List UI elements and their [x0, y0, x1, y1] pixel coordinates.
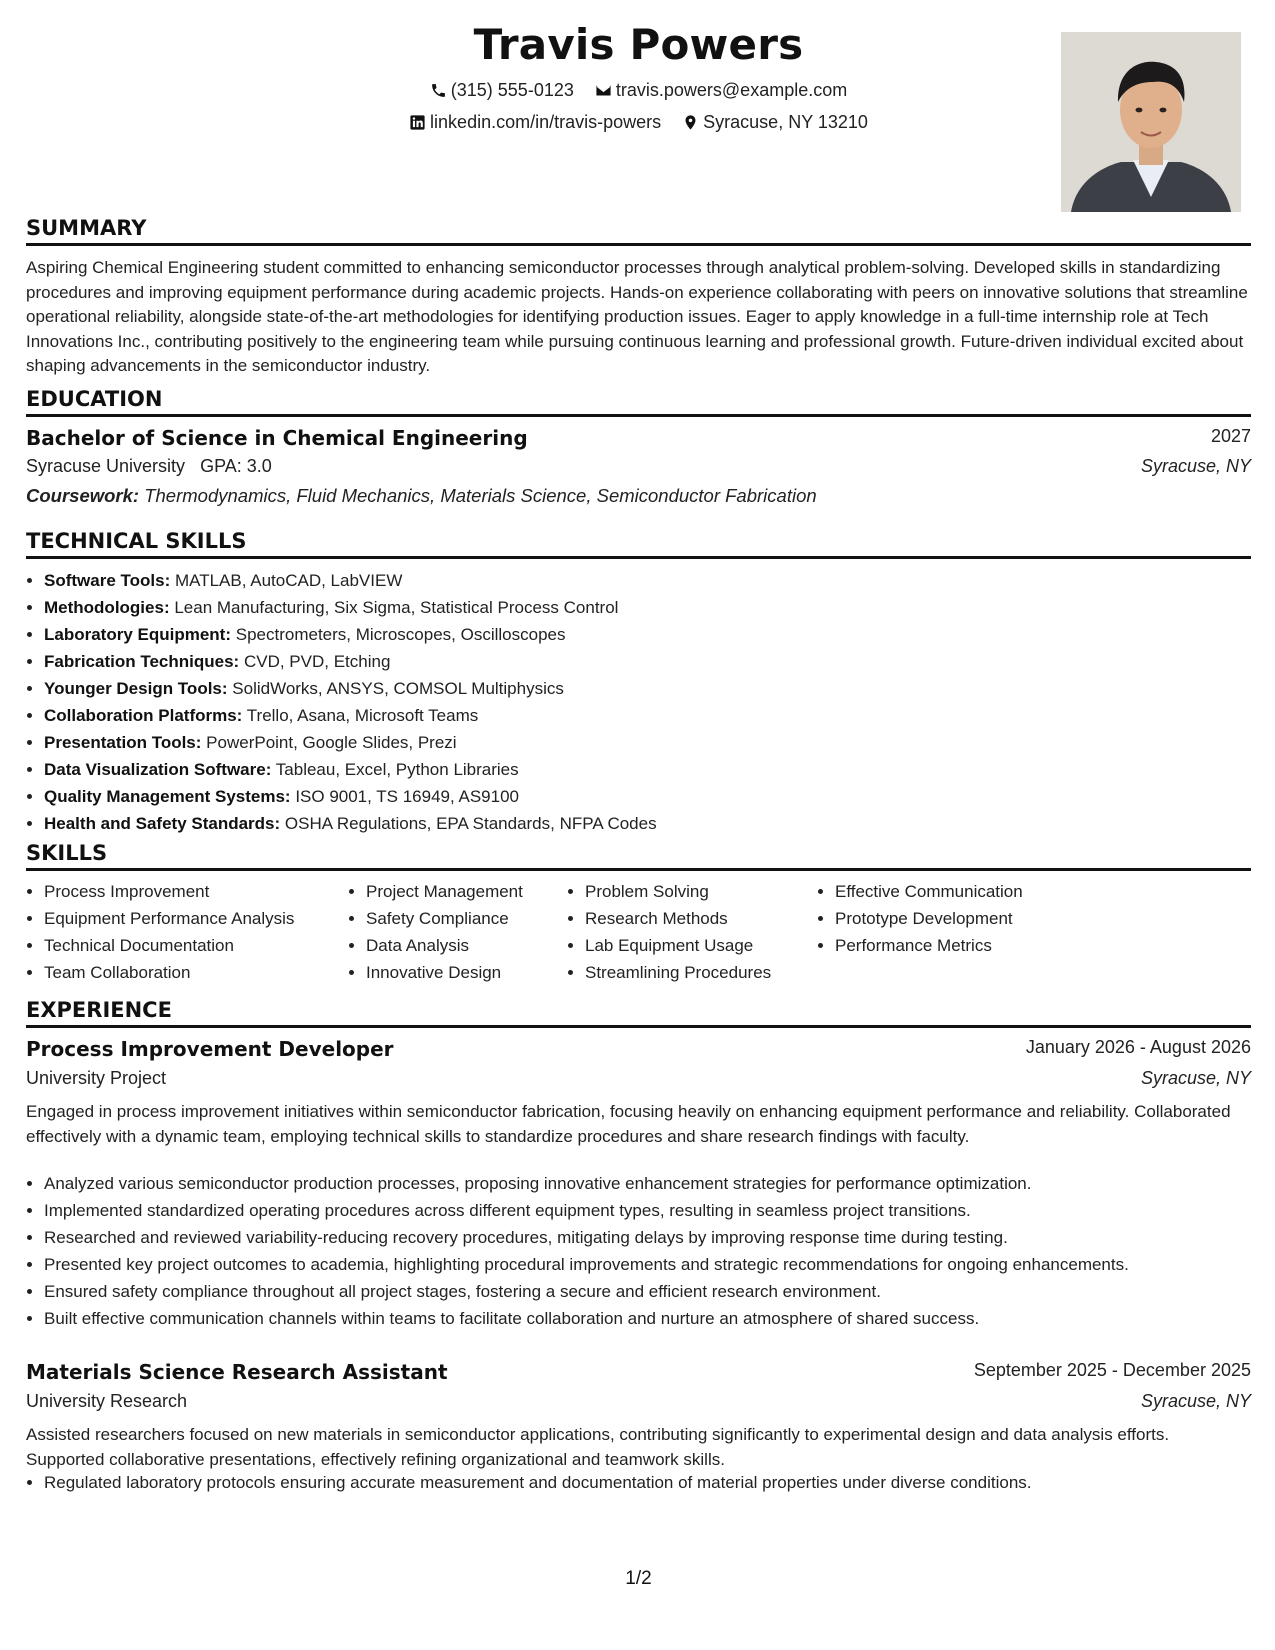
map-pin-icon: [682, 114, 699, 131]
list-item: [44, 648, 1269, 675]
job-location: Syracuse, NY: [1140, 1068, 1251, 1088]
list-item: • Problem Solving: [585, 878, 771, 905]
list-item: • Research Methods: [585, 905, 771, 932]
list-item: • Performance Metrics: [835, 932, 1023, 959]
list-item: [44, 810, 1269, 837]
skill-category: Health and Safety Standards:: [44, 814, 281, 833]
skill-values: OSHA Regulations, EPA Standards, NFPA Codes: [284, 814, 657, 833]
skill-category: Data Visualization Software:: [44, 760, 272, 779]
education-degree-row: [26, 426, 1251, 450]
skill-values: Tableau, Excel, Python Libraries: [275, 760, 519, 779]
skills-column-4: [817, 878, 1023, 959]
list-item: • Equipment Performance Analysis: [44, 905, 294, 932]
skill-values: PowerPoint, Google Slides, Prezi: [206, 733, 457, 752]
phone-text: (315) 555-0123: [450, 80, 574, 100]
list-item: [44, 729, 1269, 756]
school-info: [26, 456, 272, 477]
job-dates: January 2026 - August 2026: [1025, 1037, 1251, 1057]
list-item: • Researched and reviewed variability-reducing recovery procedures, mitigating delays by improving response time during testing.: [44, 1226, 1269, 1251]
skill-values: MATLAB, AutoCAD, LabVIEW: [174, 571, 403, 590]
graduation-year: 2027: [1210, 426, 1251, 446]
job-org-row: [26, 1068, 1251, 1089]
skill-values: Spectrometers, Microscopes, Oscilloscopes: [235, 625, 566, 644]
skill-category: Presentation Tools:: [44, 733, 202, 752]
school-name: Syracuse University: [26, 456, 186, 476]
job-description: Engaged in process improvement initiatives within semiconductor fabrication, focusing heavily on enhancing equipment performance and reliability. Collaborated effectively with a dynamic team, employing technical skills to standardize procedures and share research findings with faculty.: [26, 1102, 1231, 1146]
summary-heading: SUMMARY: [26, 216, 1251, 246]
list-item: [44, 594, 1269, 621]
resume-page: [26, 0, 1251, 1650]
coursework: [26, 485, 817, 507]
job-header-row: [26, 1037, 1251, 1061]
skills-column-2: [348, 878, 523, 986]
list-item: • Innovative Design: [366, 959, 523, 986]
envelope-icon: [595, 82, 612, 99]
list-item: • Built effective communication channels within teams to facilitate collaboration and nurture an atmosphere of shared success.: [44, 1307, 1269, 1332]
list-item: [44, 567, 1269, 594]
skill-category: Methodologies:: [44, 598, 170, 617]
coursework-label: Coursework:: [26, 485, 140, 506]
degree-title: Bachelor of Science in Chemical Engineering: [26, 426, 528, 450]
technical-skills-list: [26, 567, 1269, 837]
email-text[interactable]: travis.powers@example.com: [615, 80, 848, 100]
list-item: • Team Collaboration: [44, 959, 294, 986]
school-location: Syracuse, NY: [1140, 456, 1251, 476]
job-dates: September 2025 - December 2025: [973, 1360, 1251, 1380]
summary-text: Aspiring Chemical Engineering student committed to enhancing semiconductor processes through analytical problem-solving. Developed skills in standardizing procedures and improving equipment performance during academic projects. Hands-on experience collaborating with peers on innovative solutions that streamline operational reliability, alongside state-of-the-art methodologies for identifying production issues. Eager to apply knowledge in a full-time internship role at Tech Innovations Inc., contributing positively to the engineering team while pursuing continuous learning and professional growth. Future-driven individual excited about shaping advancements in the semiconductor industry.: [26, 258, 1248, 375]
skill-values: Lean Manufacturing, Six Sigma, Statistical Process Control: [174, 598, 619, 617]
skills-column-3: [567, 878, 771, 986]
job-org: University Project: [26, 1068, 167, 1088]
gpa: GPA: 3.0: [200, 456, 272, 476]
education-school-row: [26, 456, 1251, 477]
skill-category: Fabrication Techniques:: [44, 652, 240, 671]
skills-heading: SKILLS: [26, 841, 1251, 871]
technical-skills-heading: TECHNICAL SKILLS: [26, 529, 1251, 559]
skill-category: Collaboration Platforms:: [44, 706, 243, 725]
experience-heading: EXPERIENCE: [26, 998, 1251, 1028]
candidate-name: Travis Powers: [473, 20, 804, 69]
job-bullets: [26, 1471, 1269, 1498]
job-bullets: [26, 1172, 1269, 1334]
list-item: • Safety Compliance: [366, 905, 523, 932]
skill-values: ISO 9001, TS 16949, AS9100: [295, 787, 520, 806]
job-title: Process Improvement Developer: [26, 1037, 394, 1061]
coursework-row: [26, 485, 1251, 507]
skill-category: Quality Management Systems:: [44, 787, 291, 806]
profile-portrait-image: [1061, 32, 1241, 212]
list-item: • Lab Equipment Usage: [585, 932, 771, 959]
page-number: 1/2: [625, 1568, 652, 1589]
list-item: [44, 783, 1269, 810]
list-item: • Implemented standardized operating procedures across different equipment types, resulting in seamless project transitions.: [44, 1199, 1269, 1224]
list-item: • Technical Documentation: [44, 932, 294, 959]
job-title: Materials Science Research Assistant: [26, 1360, 448, 1384]
skill-values: CVD, PVD, Etching: [243, 652, 391, 671]
list-item: [44, 675, 1269, 702]
list-item: • Ensured safety compliance throughout all project stages, fostering a secure and efficient research environment.: [44, 1280, 1269, 1305]
profile-photo: [1061, 32, 1241, 212]
list-item: [44, 621, 1269, 648]
linkedin-icon: [409, 114, 426, 131]
list-item: • Presented key project outcomes to academia, highlighting procedural improvements and strategic recommendations for ongoing enhancements.: [44, 1253, 1269, 1278]
list-item: • Prototype Development: [835, 905, 1023, 932]
skill-category: Laboratory Equipment:: [44, 625, 232, 644]
list-item: • Project Management: [366, 878, 523, 905]
job-location: Syracuse, NY: [1140, 1391, 1251, 1411]
list-item: • Streamlining Procedures: [585, 959, 771, 986]
list-item: [44, 756, 1269, 783]
education-heading: EDUCATION: [26, 387, 1251, 417]
linkedin-text[interactable]: linkedin.com/in/travis-powers: [430, 112, 662, 132]
job-org-row: [26, 1391, 1251, 1412]
phone-contact: [430, 80, 574, 101]
skill-values: SolidWorks, ANSYS, COMSOL Multiphysics: [232, 679, 564, 698]
phone-icon: [430, 82, 447, 99]
skill-category: Software Tools:: [44, 571, 171, 590]
list-item: • Regulated laboratory protocols ensuring accurate measurement and documentation of material properties under diverse conditions.: [44, 1471, 1269, 1496]
skill-category: Younger Design Tools:: [44, 679, 228, 698]
job-description: Assisted researchers focused on new materials in semiconductor applications, contributing significantly to experimental design and data analysis efforts. Supported collaborative presentations, effectively refining organizational and teamwork skills.: [26, 1425, 1170, 1469]
linkedin-contact[interactable]: [409, 112, 661, 133]
skill-values: Trello, Asana, Microsoft Teams: [246, 706, 479, 725]
location-text: Syracuse, NY 13210: [703, 112, 868, 132]
list-item: • Effective Communication: [835, 878, 1023, 905]
skills-column-1: [26, 878, 294, 986]
job-header-row: [26, 1360, 1251, 1384]
list-item: [44, 702, 1269, 729]
email-contact[interactable]: [595, 80, 847, 101]
coursework-list: Thermodynamics, Fluid Mechanics, Materials Science, Semiconductor Fabrication: [144, 485, 817, 506]
list-item: • Analyzed various semiconductor production processes, proposing innovative enhancement strategies for performance optimization.: [44, 1172, 1269, 1197]
location-contact: [682, 112, 868, 133]
job-org: University Research: [26, 1391, 188, 1411]
list-item: • Process Improvement: [44, 878, 294, 905]
list-item: • Data Analysis: [366, 932, 523, 959]
